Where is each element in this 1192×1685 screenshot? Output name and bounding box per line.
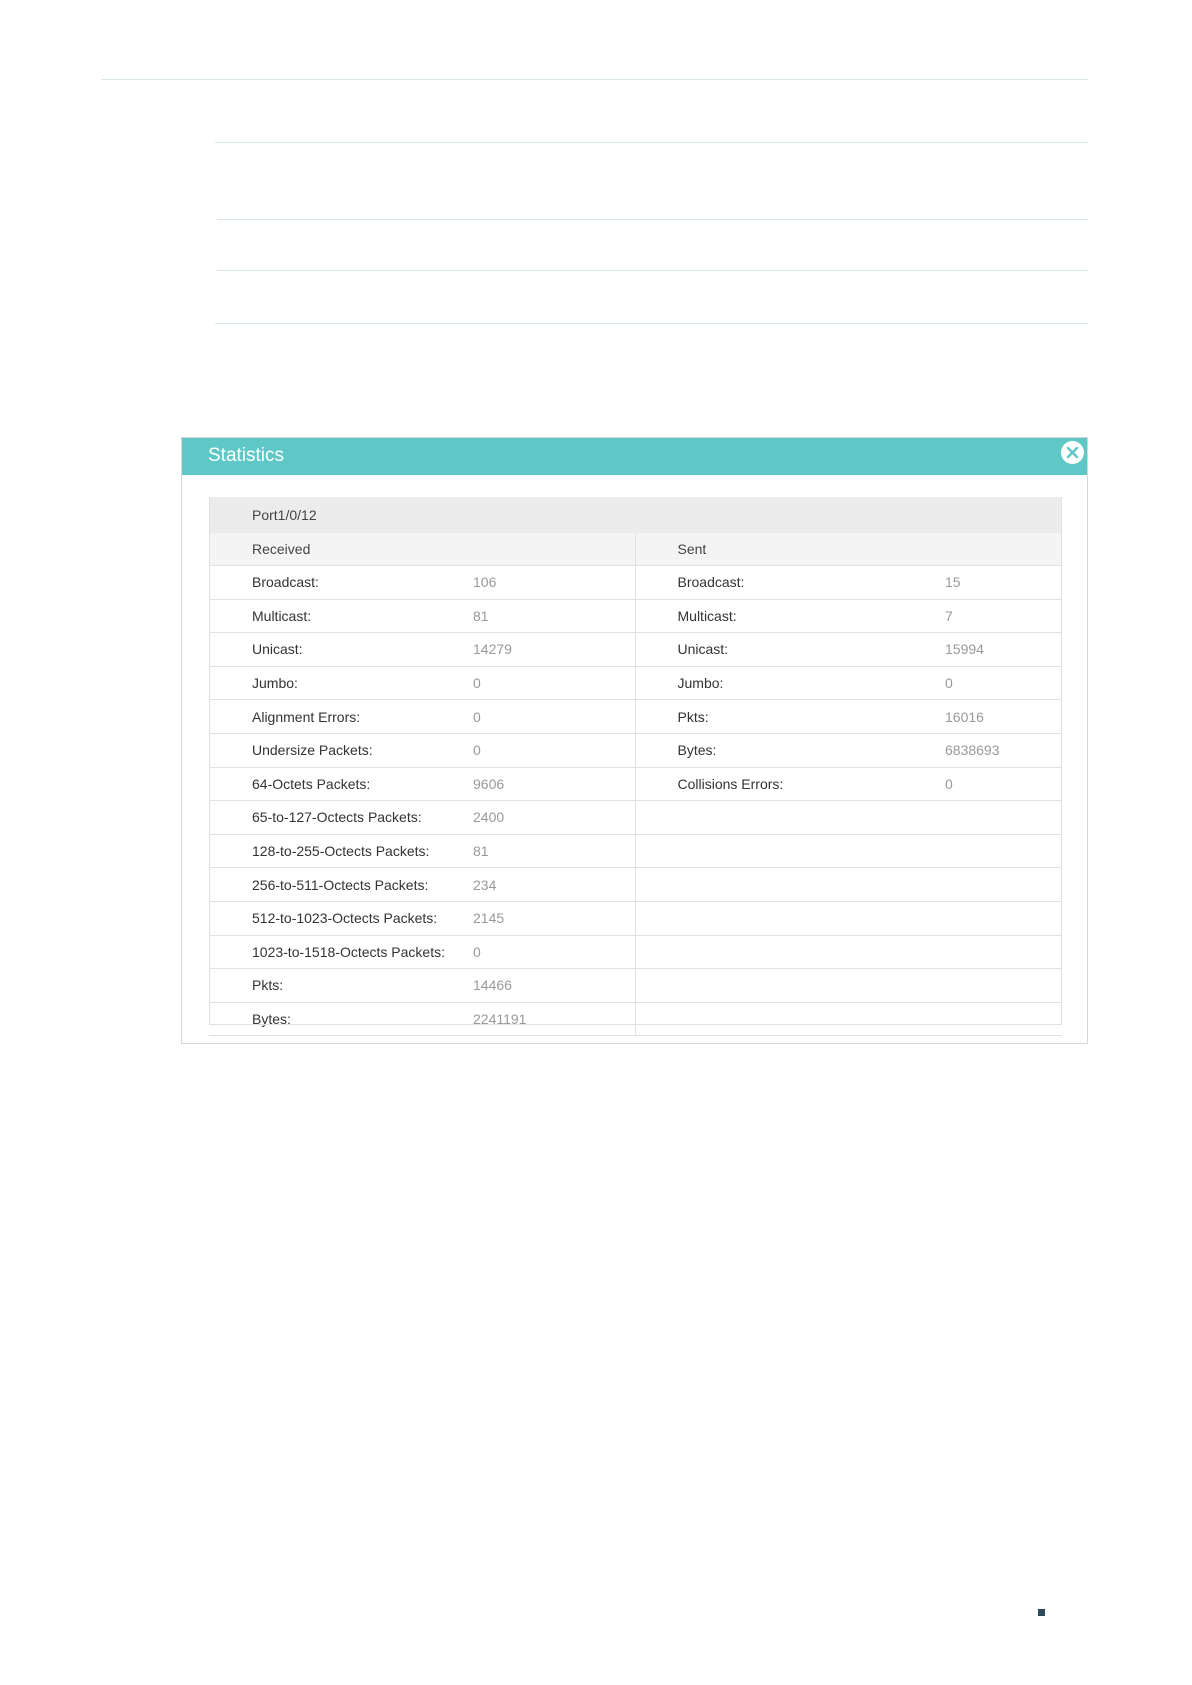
- received-value: 81: [473, 834, 635, 868]
- sent-label: [635, 1002, 945, 1036]
- sent-label: Pkts:: [635, 700, 945, 734]
- sent-value: 7: [945, 599, 1062, 633]
- divider: [217, 270, 1088, 271]
- received-value: 9606: [473, 767, 635, 801]
- top-divider: [101, 79, 1088, 80]
- sent-value: 0: [945, 767, 1062, 801]
- received-label: 65-to-127-Octects Packets:: [209, 801, 473, 835]
- received-label: Undersize Packets:: [209, 733, 473, 767]
- table-row: [209, 1002, 1062, 1036]
- received-value: 0: [473, 733, 635, 767]
- table-row: [209, 666, 1062, 700]
- table-row: [209, 969, 1062, 1003]
- received-value: 106: [473, 566, 635, 600]
- close-circle-icon: [1061, 441, 1084, 464]
- received-label: 1023-to-1518-Octects Packets:: [209, 935, 473, 969]
- table-row: [209, 566, 1062, 600]
- sent-label: [635, 868, 945, 902]
- received-value: 81: [473, 599, 635, 633]
- divider: [215, 142, 1088, 143]
- sent-label: Jumbo:: [635, 666, 945, 700]
- sent-value: [945, 901, 1062, 935]
- divider: [217, 219, 1088, 220]
- received-value: 0: [473, 666, 635, 700]
- sent-value: [945, 969, 1062, 1003]
- received-label: Pkts:: [209, 969, 473, 1003]
- received-label: Jumbo:: [209, 666, 473, 700]
- sent-label: Unicast:: [635, 633, 945, 667]
- received-label: 512-to-1023-Octects Packets:: [209, 901, 473, 935]
- received-value: 0: [473, 700, 635, 734]
- sent-value: 16016: [945, 700, 1062, 734]
- received-label: Unicast:: [209, 633, 473, 667]
- sent-label: [635, 935, 945, 969]
- sent-value: [945, 834, 1062, 868]
- sent-label: Bytes:: [635, 733, 945, 767]
- received-label: 64-Octets Packets:: [209, 767, 473, 801]
- sent-label: [635, 901, 945, 935]
- table-row: [209, 599, 1062, 633]
- received-heading: Received: [209, 533, 635, 566]
- divider: [215, 323, 1088, 324]
- sent-value: 0: [945, 666, 1062, 700]
- port-name: Port1/0/12: [209, 497, 1062, 533]
- received-label: Alignment Errors:: [209, 700, 473, 734]
- received-value: 2241191: [473, 1002, 635, 1036]
- sent-value: [945, 1002, 1062, 1036]
- received-label: 256-to-511-Octects Packets:: [209, 868, 473, 902]
- sent-label: Multicast:: [635, 599, 945, 633]
- sent-label: [635, 834, 945, 868]
- table-row: [209, 935, 1062, 969]
- sent-value: [945, 868, 1062, 902]
- table-row: [209, 868, 1062, 902]
- sent-label: [635, 801, 945, 835]
- close-button[interactable]: [1061, 441, 1084, 464]
- statistics-dialog: [181, 437, 1088, 1044]
- received-label: 128-to-255-Octects Packets:: [209, 834, 473, 868]
- table-row: [209, 801, 1062, 835]
- dialog-header: [182, 438, 1087, 475]
- table-row: [209, 633, 1062, 667]
- dialog-title: Statistics: [208, 445, 285, 466]
- page-marker-icon: [1038, 1609, 1045, 1616]
- received-value: 14279: [473, 633, 635, 667]
- received-value: 2400: [473, 801, 635, 835]
- table-row: [209, 767, 1062, 801]
- table-row: [209, 733, 1062, 767]
- sent-label: Collisions Errors:: [635, 767, 945, 801]
- table-row: [209, 700, 1062, 734]
- received-label: Bytes:: [209, 1002, 473, 1036]
- section-header-row: [209, 533, 1062, 566]
- table-row: [209, 834, 1062, 868]
- sent-heading: Sent: [635, 533, 1062, 566]
- sent-value: 15: [945, 566, 1062, 600]
- sent-value: 15994: [945, 633, 1062, 667]
- sent-label: Broadcast:: [635, 566, 945, 600]
- received-value: 0: [473, 935, 635, 969]
- sent-label: [635, 969, 945, 1003]
- statistics-table: [209, 497, 1062, 1036]
- received-value: 2145: [473, 901, 635, 935]
- table-row: [209, 901, 1062, 935]
- received-value: 14466: [473, 969, 635, 1003]
- sent-value: 6838693: [945, 733, 1062, 767]
- sent-value: [945, 935, 1062, 969]
- received-value: 234: [473, 868, 635, 902]
- sent-value: [945, 801, 1062, 835]
- received-label: Multicast:: [209, 599, 473, 633]
- port-row: [209, 497, 1062, 533]
- received-label: Broadcast:: [209, 566, 473, 600]
